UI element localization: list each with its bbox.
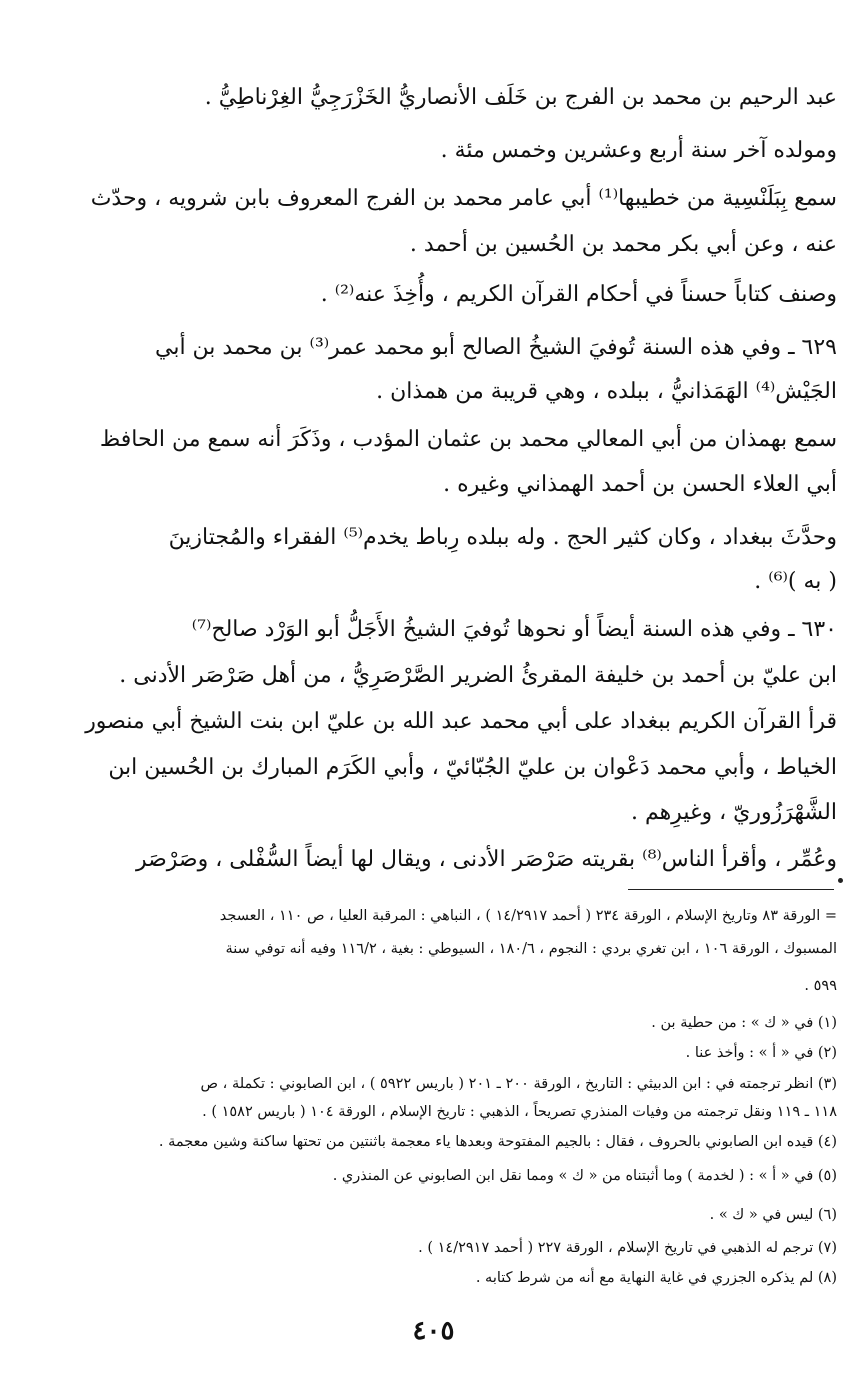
- footnote-1: (١) في « ك » : من حطية بن .: [651, 1015, 837, 1031]
- body-line-9: أبي العلاء الحسن بن أحمد الهمذاني وغيره .: [443, 472, 837, 497]
- body-line-12: ٦٣٠ ـ وفي هذه السنة أيضاً أو نحوها تُوفيَ الشيخُ الأَجَلُّ أبو الوَرْد صالح⁽⁷⁾: [191, 617, 837, 642]
- footnote-5: (٥) في « أ » : ( لخدمة ) وما أثبتناه من « ك » ومما نقل ابن الصابوني عن المنذري .: [332, 1168, 837, 1184]
- scan-speck: [838, 878, 843, 883]
- body-line-1: عبد الرحيم بن محمد بن الفرج بن خَلَف الأنصاريُّ الخَزْرَجِيُّ الغِرْناطِيُّ .: [204, 85, 837, 110]
- footnote-6: (٦) ليس في « ك » .: [709, 1207, 837, 1223]
- body-line-2: ومولده آخر سنة أربع وعشرين وخمس مئة .: [440, 138, 837, 163]
- footnote-separator: [628, 889, 834, 890]
- body-line-13: ابن عليّ بن أحمد بن خليفة المقرئُ الضرير الصَّرْصَرِيُّ ، من أهل صَرْصَر الأدنى .: [119, 663, 837, 688]
- footnote-line-1: = الورقة ٨٣ وتاريخ الإسلام ، الورقة ٢٣٤ ( أحمد ١٤/٢٩١٧ ) ، النباهي : المرقبة العليا ، ص ١١٠ ، العسجد: [219, 908, 837, 924]
- footnote-7: (٧) ترجم له الذهبي في تاريخ الإسلام ، الورقة ٢٢٧ ( أحمد ١٤/٢٩١٧ ) .: [418, 1240, 837, 1256]
- footnote-line-3: ٥٩٩ .: [804, 978, 837, 994]
- footnote-4: (٤) قيده ابن الصابوني بالحروف ، فقال : بالجيم المفتوحة وبعدها ياء معجمة باثنتين من تحتها ساكنة وشين معجمة .: [158, 1134, 837, 1150]
- body-line-15: الخياط ، وأبي محمد دَعْوان بن عليّ الجُبّائيّ ، وأبي الكَرَم المبارك بن الحُسين ابن: [108, 755, 837, 780]
- body-line-16: الشَّهْرَزُوريّ ، وغيرِهم .: [630, 800, 837, 825]
- footnote-8: (٨) لم يذكره الجزري في غاية النهاية مع أنه من شرط كتابه .: [475, 1270, 837, 1286]
- body-line-7: الجَيْش⁽⁴⁾ الهَمَذانيُّ ، ببلده ، وهي قريبة من همذان .: [376, 379, 837, 404]
- body-line-11: ( به )⁽⁶⁾ .: [754, 569, 837, 594]
- footnote-line-2: المسبوك ، الورقة ١٠٦ ، ابن تغري بردي : النجوم ، ١٨٠/٦ ، السيوطي : بغية ، ١١٦/٢ وفيه أنه توفي سنة: [225, 941, 837, 957]
- body-line-17: وعُمِّر ، وأقرأ الناس⁽⁸⁾ بقريته صَرْصَر الأدنى ، ويقال لها أيضاً السُّفْلى ، وصَرْصَر: [135, 847, 837, 872]
- body-line-14: قرأ القرآن الكريم ببغداد على أبي محمد عبد الله بن عليّ ابن بنت الشيخ أبي منصور: [85, 709, 837, 734]
- body-line-6: ٦٢٩ ـ وفي هذه السنة تُوفيَ الشيخُ الصالح أبو محمد عمر⁽³⁾ بن محمد بن أبي: [154, 335, 837, 360]
- body-line-8: سمع بهمذان من أبي المعالي محمد بن عثمان المؤدب ، وذَكَرَ أنه سمع من الحافظ: [99, 427, 837, 452]
- body-line-4: عنه ، وعن أبي بكر محمد بن الحُسين بن أحمد .: [409, 232, 837, 257]
- body-line-10: وحدَّثَ ببغداد ، وكان كثير الحج . وله ببلده رِباط يخدم⁽⁵⁾ الفقراء والمُجتازينَ: [168, 525, 837, 550]
- footnote-2: (٢) في « أ » : وأخذ عنا .: [685, 1045, 837, 1061]
- footnote-3: (٣) انظر ترجمته في : ابن الدبيثي : التاريخ ، الورقة ٢٠٠ ـ ٢٠١ ( باريس ٥٩٢٢ ) ، ابن الصابوني : تكملة ، ص: [200, 1076, 837, 1092]
- body-line-3: سمع بِبَلَنْسِية من خطيبها⁽¹⁾ أبي عامر محمد بن الفرج المعروف بابن شرويه ، وحدّث: [90, 186, 837, 211]
- body-line-5: وصنف كتاباً حسناً في أحكام القرآن الكريم ، وأُخِذَ عنه⁽²⁾ .: [320, 282, 837, 307]
- footnote-3-cont: ١١٨ ـ ١١٩ ونقل ترجمته من وفيات المنذري تصريحاً ، الذهبي : تاريخ الإسلام ، الورقة ١٠٤ ( باريس ١٥٨٢ ) .: [202, 1104, 837, 1120]
- page-number: ٤٠٥: [412, 1316, 455, 1346]
